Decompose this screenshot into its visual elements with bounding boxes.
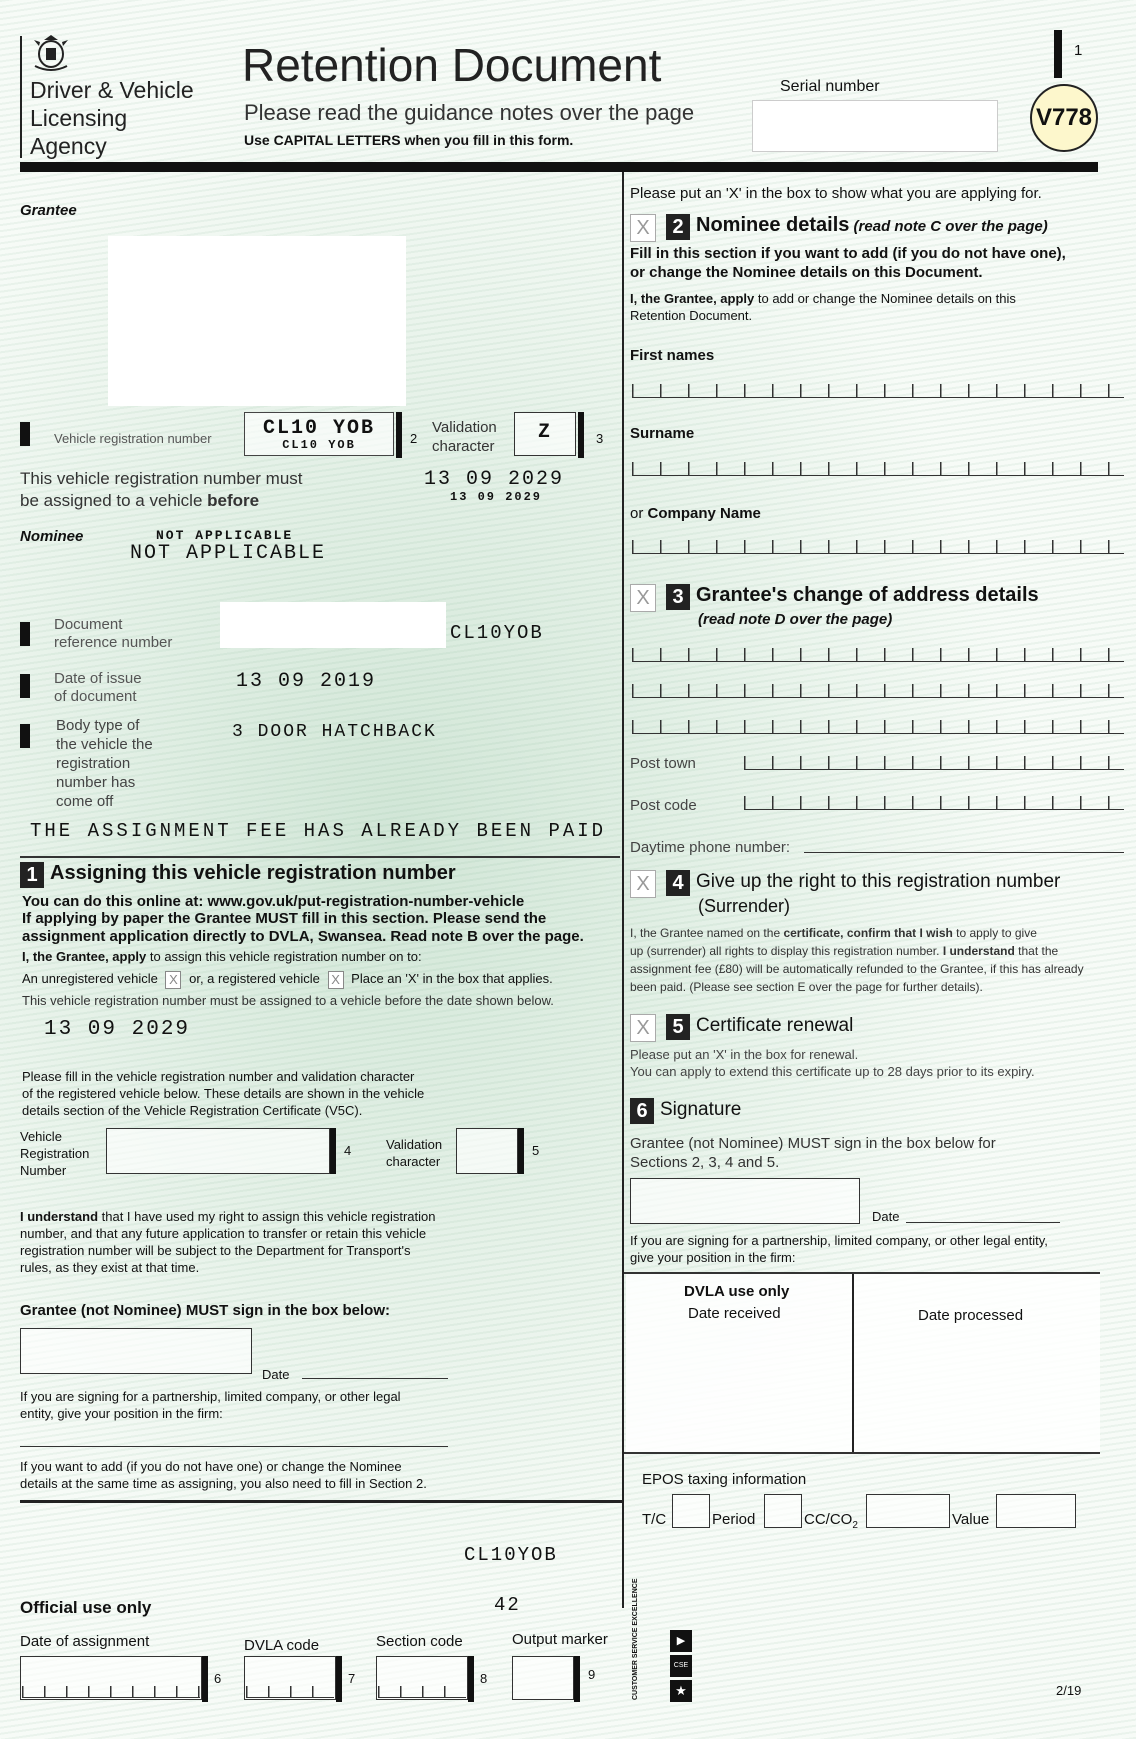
post-code-input[interactable] bbox=[744, 796, 1124, 810]
section1-validation-label: Validation character bbox=[386, 1137, 443, 1169]
phone-label: Daytime phone number: bbox=[630, 839, 791, 856]
address-line-2-input[interactable] bbox=[632, 684, 1124, 698]
box-number-9: 9 bbox=[588, 1667, 596, 1682]
first-names-input[interactable] bbox=[632, 384, 1124, 398]
right-instruction: Please put an 'X' in the box to show what you are applying for. bbox=[630, 185, 1042, 202]
section6-date-label: Date bbox=[872, 1209, 900, 1224]
section5-text: Please put an 'X' in the box for renewal. You can apply to extend this certificate up to 28 days prior to its expiry. bbox=[630, 1047, 1035, 1079]
section3-checkbox[interactable]: X bbox=[630, 584, 656, 612]
page-title: Retention Document bbox=[242, 39, 662, 91]
box7-bar bbox=[336, 1656, 342, 1702]
form-code-badge: V778 bbox=[1030, 84, 1098, 152]
section4-number: 4 bbox=[666, 870, 690, 896]
box-number-2: 2 bbox=[410, 431, 418, 446]
epos-title: EPOS taxing information bbox=[642, 1471, 807, 1488]
body-type-label: Body type of the vehicle the registration number has come off bbox=[56, 717, 153, 810]
docref-marker bbox=[20, 622, 30, 646]
box-number-4: 4 bbox=[344, 1143, 352, 1158]
section3-title: 3 Grantee's change of address details bbox=[666, 584, 1039, 610]
dvla-code-comb bbox=[246, 1686, 334, 1698]
printed-reference: CL10YOB bbox=[464, 1544, 558, 1566]
post-code-label: Post code bbox=[630, 797, 697, 814]
new-validation-character-input[interactable] bbox=[456, 1128, 518, 1174]
date-of-assignment-label: Date of assignment bbox=[20, 1633, 150, 1650]
section4-text: I, the Grantee named on the certificate, confirm that I wish to apply to give up (surrender) all rights to display this registration number. I understand that the assignment fee (£80) will be automatically refunded to the Grantee, if this has already been paid. (Please see section E over the page for further details). bbox=[630, 926, 1084, 994]
section1-fill-instructions: Please fill in the vehicle registration number and validation character of the registered vehicle below. These details are shown in the vehicle details section of the Vehicle Registration Certificate (V5C). bbox=[22, 1069, 425, 1118]
page-subtitle: Please read the guidance notes over the page bbox=[244, 100, 695, 125]
page-marker-bar bbox=[1054, 30, 1062, 78]
vrn-box-bar bbox=[396, 412, 402, 458]
customer-service-excellence-text: CUSTOMER SERVICE EXCELLENCE bbox=[632, 1578, 639, 1700]
box-number-3: 3 bbox=[596, 431, 604, 446]
output-marker-field[interactable] bbox=[512, 1656, 574, 1700]
section-code-comb bbox=[378, 1686, 466, 1698]
section1-date: 13 09 2029 bbox=[44, 1018, 191, 1041]
section1-title: 1 Assigning this vehicle registration number bbox=[20, 862, 456, 888]
body-type-value: 3 DOOR HATCHBACK bbox=[232, 722, 437, 742]
epos-value-label: Value bbox=[952, 1511, 990, 1528]
surname-input[interactable] bbox=[632, 462, 1124, 476]
epos-value-input[interactable] bbox=[996, 1494, 1076, 1528]
issue-date-value: 13 09 2019 bbox=[236, 670, 377, 693]
dvla-code-label: DVLA code bbox=[244, 1637, 320, 1654]
section1-apply: I, the Grantee, apply to assign this vehicle registration number on to: bbox=[22, 949, 422, 964]
section2-title: 2 Nominee details (read note C over the page) bbox=[666, 214, 1048, 240]
expiry-date-small: 13 09 2029 bbox=[450, 490, 543, 504]
serial-number-field[interactable] bbox=[752, 100, 998, 152]
fee-notice: THE ASSIGNMENT FEE HAS ALREADY BEEN PAID bbox=[30, 820, 607, 842]
output-marker-label: Output marker bbox=[512, 1631, 608, 1648]
section2-number: 2 bbox=[666, 214, 690, 240]
body-type-marker bbox=[20, 724, 30, 748]
vrn-label: Vehicle registration number bbox=[54, 431, 212, 446]
play-icon: ▶ bbox=[670, 1630, 692, 1652]
section3-note: (read note D over the page) bbox=[698, 611, 893, 628]
section1-number: 1 bbox=[20, 862, 44, 888]
registered-vehicle-checkbox[interactable]: X bbox=[328, 971, 344, 989]
dvla-use-only-label: DVLA use only bbox=[684, 1283, 790, 1300]
vrn-value-box: CL10 YOB CL10 YOB bbox=[244, 412, 394, 456]
crest-logo bbox=[30, 34, 72, 77]
section1-before-date: This vehicle registration number must be assigned to a vehicle before the date shown below. bbox=[22, 993, 554, 1008]
post-town-label: Post town bbox=[630, 755, 696, 772]
section1-date-label: Date bbox=[262, 1367, 290, 1382]
section4-title: 4 Give up the right to this registration number bbox=[666, 870, 1060, 896]
capital-instruction: Use CAPITAL LETTERS when you fill in this form. bbox=[244, 132, 574, 148]
dvla-box-bottom-rule bbox=[624, 1452, 1100, 1454]
box-number-6: 6 bbox=[214, 1671, 222, 1686]
epos-cc-input[interactable] bbox=[866, 1494, 950, 1528]
section1-date-line[interactable] bbox=[302, 1378, 448, 1379]
section1-top-rule bbox=[20, 856, 620, 858]
section1-vrn-label: Vehicle Registration Number bbox=[20, 1129, 90, 1178]
section5-title: 5 Certificate renewal bbox=[666, 1014, 853, 1040]
section2-checkbox[interactable]: X bbox=[630, 214, 656, 242]
box-number-8: 8 bbox=[480, 1671, 488, 1686]
section6-title: 6 Signature bbox=[630, 1098, 741, 1124]
phone-input[interactable] bbox=[804, 852, 1124, 853]
box8-bar bbox=[468, 1656, 474, 1702]
nominee-value: NOT APPLICABLE bbox=[130, 542, 327, 565]
section1-vehicle-choice: An unregistered vehicle X or, a registered vehicle X Place an 'X' in the box that applies. bbox=[22, 971, 553, 987]
section6-signature-box[interactable] bbox=[630, 1178, 860, 1224]
official-use-label: Official use only bbox=[20, 1598, 152, 1617]
docref-redacted bbox=[220, 602, 446, 648]
section1-understand: I understand that I have used my right to assign this vehicle registration number, and that any future application to transfer or retain this vehicle registration number will be subject to the Department for Transport's rules, as they exist at that time. bbox=[20, 1209, 436, 1275]
surname-label: Surname bbox=[630, 425, 695, 442]
section1-bottom-rule bbox=[20, 1500, 622, 1503]
section3-number: 3 bbox=[666, 584, 690, 610]
printed-count: 42 bbox=[494, 1594, 521, 1616]
epos-period-input[interactable] bbox=[764, 1494, 802, 1528]
issue-date-marker bbox=[20, 674, 30, 698]
address-line-1-input[interactable] bbox=[632, 648, 1124, 662]
serial-number-label: Serial number bbox=[780, 78, 880, 95]
validation-value-box: Z bbox=[514, 412, 576, 456]
new-vehicle-registration-input[interactable] bbox=[106, 1128, 330, 1174]
section1-position-text: If you are signing for a partnership, limited company, or other legal entity, give your position in the firm: bbox=[20, 1389, 401, 1421]
docref-label: Document reference number bbox=[54, 616, 173, 651]
assign-before-text: This vehicle registration number must be assigned to a vehicle before bbox=[20, 469, 303, 510]
section1-online: You can do this online at: www.gov.uk/put-registration-number-vehicle bbox=[22, 893, 525, 910]
address-line-3-input[interactable] bbox=[632, 720, 1124, 734]
company-name-input[interactable] bbox=[632, 540, 1124, 554]
date-processed-label: Date processed bbox=[918, 1307, 1024, 1324]
epos-period-label: Period bbox=[712, 1511, 756, 1528]
box9-bar bbox=[574, 1656, 580, 1702]
section6-number: 6 bbox=[630, 1098, 654, 1124]
section5-number: 5 bbox=[666, 1014, 690, 1040]
box4-bar bbox=[330, 1128, 336, 1174]
agency-name: Driver & Vehicle Licensing Agency bbox=[30, 77, 194, 159]
column-divider bbox=[622, 172, 624, 1608]
section1-paper: If applying by paper the Grantee MUST fill in this section. Please send the assignment application directly to DVLA, Swansea. Read note B over the page. bbox=[22, 910, 584, 945]
box-number-5: 5 bbox=[532, 1143, 540, 1158]
section1-nominee-note: If you want to add (if you do not have one) or change the Nominee details at the same time as assigning, you also need to fill in Section 2. bbox=[20, 1459, 427, 1491]
section1-sign-label: Grantee (not Nominee) MUST sign in the box below: bbox=[20, 1302, 391, 1319]
section4-subtitle: (Surrender) bbox=[698, 896, 791, 916]
form-version: 2/19 bbox=[1056, 1683, 1082, 1698]
date-of-assignment-comb bbox=[22, 1686, 200, 1698]
section5-checkbox[interactable]: X bbox=[630, 1014, 656, 1042]
box-number-7: 7 bbox=[348, 1671, 356, 1686]
box5-bar bbox=[518, 1128, 524, 1174]
vrn-marker bbox=[20, 422, 30, 446]
section4-checkbox[interactable]: X bbox=[630, 870, 656, 898]
epos-cc-label: $CC/CO_2$ bbox=[804, 1511, 858, 1531]
company-name-label: or Company Name bbox=[630, 505, 761, 522]
section2-fill-text: Fill in this section if you want to add (if you do not have one), or change the Nominee details on this Document. bbox=[630, 245, 1066, 281]
validation-box-bar bbox=[578, 412, 584, 458]
cse-badge: CSE bbox=[670, 1655, 692, 1677]
section2-apply-text: I, the Grantee, apply to add or change the Nominee details on this Retention Document. bbox=[630, 291, 1016, 323]
epos-tc-input[interactable] bbox=[672, 1494, 710, 1528]
epos-tc-label: T/C bbox=[642, 1511, 667, 1528]
unregistered-vehicle-checkbox[interactable]: X bbox=[165, 971, 181, 989]
validation-label: Validation character bbox=[432, 419, 497, 455]
section-code-label: Section code bbox=[376, 1633, 463, 1650]
section1-signature-box[interactable] bbox=[20, 1328, 252, 1374]
header-divider bbox=[20, 162, 1098, 172]
grantee-label: Grantee bbox=[20, 202, 77, 219]
post-town-input[interactable] bbox=[744, 756, 1124, 770]
cse-logo bbox=[670, 1630, 692, 1702]
header-left-rule bbox=[20, 36, 22, 158]
date-received-label: Date received bbox=[688, 1305, 781, 1322]
grantee-address-redacted bbox=[108, 236, 406, 406]
section6-date-line[interactable] bbox=[906, 1222, 1060, 1223]
section6-position-text: If you are signing for a partnership, limited company, or other legal entity, give your position in the firm: bbox=[630, 1233, 1048, 1265]
nominee-label: Nominee bbox=[20, 528, 84, 545]
first-names-label: First names bbox=[630, 347, 715, 364]
nominee-value-small: NOT APPLICABLE bbox=[156, 528, 294, 543]
section6-text: Grantee (not Nominee) MUST sign in the box below for Sections 2, 3, 4 and 5. bbox=[630, 1135, 996, 1171]
issue-date-label: Date of issue of document bbox=[54, 670, 142, 705]
page-number: 1 bbox=[1074, 42, 1083, 59]
star-icon: ★ bbox=[670, 1680, 692, 1702]
section1-position-line[interactable] bbox=[20, 1446, 448, 1447]
expiry-date: 13 09 2029 bbox=[424, 468, 565, 491]
box6-bar bbox=[202, 1656, 208, 1702]
dvla-panel-divider bbox=[852, 1274, 854, 1452]
docref-value: CL10YOB bbox=[450, 622, 544, 644]
